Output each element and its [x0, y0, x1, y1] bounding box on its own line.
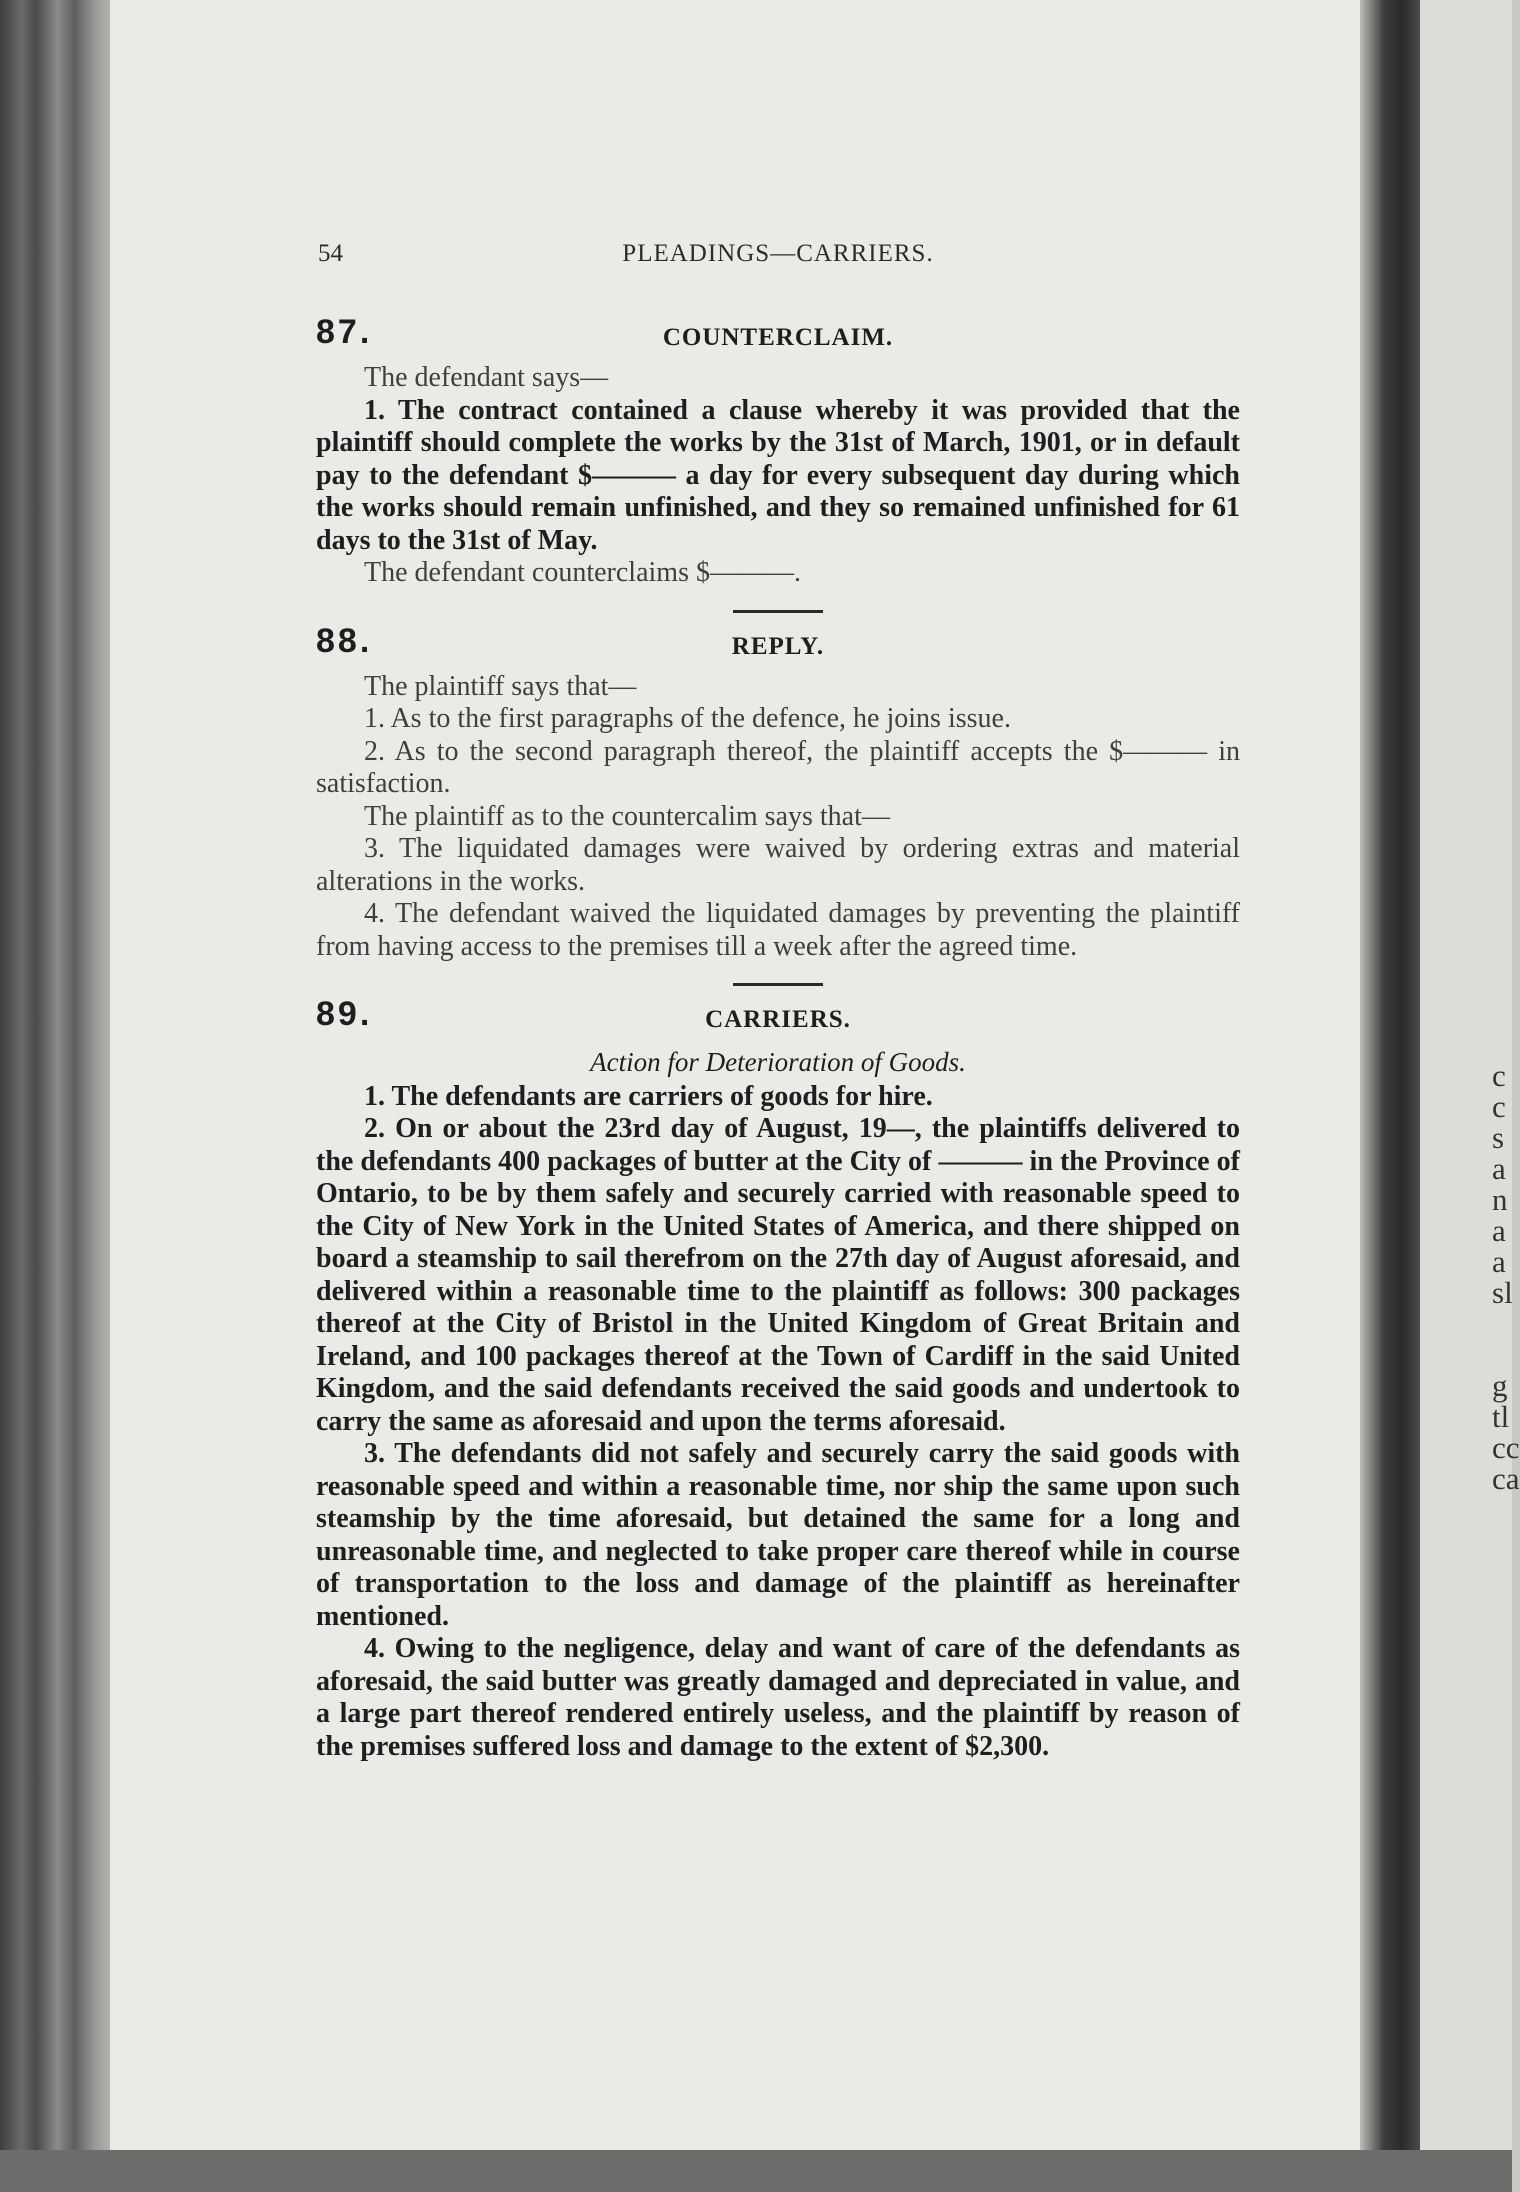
paragraph: 4. Owing to the negligence, delay and want of care of the defendants as aforesaid, the said butter was greatly damaged and depreciated in value, and a large part thereof rendered entirely useless, and the plaintiff by reason of the premises suffered loss and damage to the extent of $2,300.	[316, 1633, 1240, 1762]
adjacent-page-text	[1492, 1058, 1520, 1496]
paragraph: 4. The defendant waived the liquidated damages by preventing the plaintiff from having access to the premises till a week after the agreed time.	[316, 898, 1240, 962]
section-title: COUNTERCLAIM.	[662, 324, 894, 351]
section-divider	[733, 983, 823, 986]
adjacent-fragment: cc	[1492, 1430, 1520, 1465]
scan-bottom-edge	[0, 2150, 1512, 2192]
section-number: 88.	[316, 621, 373, 660]
section-number: 89.	[316, 995, 373, 1033]
adjacent-fragment: s	[1492, 1120, 1505, 1155]
paragraph: The plaintiff as to the countercalim says that—	[364, 800, 890, 832]
running-title: PLEADINGS—CARRIERS.	[622, 240, 934, 267]
adjacent-fragment: a	[1492, 1151, 1506, 1186]
paragraph: 3. The defendants did not safely and securely carry the said goods with reasonable speed and within a reasonable time, nor ship the same upon such steamship by the time aforesaid, but detained the same for a long and unreasonable time, and neglected to take proper care thereof while in course of transportation to the loss and damage of the plaintiff as hereinafter mentioned.	[316, 1438, 1240, 1632]
paragraph: 1. As to the first paragraphs of the defence, he joins issue.	[364, 703, 1011, 734]
adjacent-fragment: n	[1492, 1182, 1508, 1217]
running-header	[318, 240, 1238, 280]
paragraph: 1. The defendants are carriers of goods for hire.	[364, 1080, 933, 1112]
adjacent-fragment	[1492, 1308, 1512, 1339]
page-body	[316, 310, 1240, 1763]
page-number: 54	[318, 240, 343, 267]
adjacent-fragment	[1492, 1339, 1512, 1370]
adjacent-fragment: ca	[1492, 1461, 1520, 1496]
section-title: REPLY.	[731, 632, 825, 660]
adjacent-fragment: c	[1492, 1089, 1506, 1124]
section-number: 87.	[316, 313, 373, 351]
section-heading	[316, 621, 1240, 671]
adjacent-fragment: a	[1492, 1213, 1506, 1248]
paragraph: 3. The liquidated damages were waived by ordering extras and material alterations in the works.	[316, 833, 1240, 897]
book-gutter	[1360, 0, 1420, 2192]
adjacent-fragment: tl	[1492, 1399, 1510, 1434]
adjacent-fragment: c	[1492, 1058, 1506, 1093]
adjacent-fragment: g	[1492, 1368, 1508, 1403]
section-heading	[316, 313, 1240, 362]
adjacent-fragment: sl	[1492, 1275, 1513, 1310]
section-divider	[733, 610, 823, 613]
paragraph: The defendant counterclaims $———.	[364, 557, 801, 588]
paragraph: The plaintiff says that—	[364, 670, 637, 702]
paragraph: 2. On or about the 23rd day of August, 19—, the plaintiffs delivered to the defendants 400 packages of butter at the City of ——— in the Province of Ontario, to be by them safely and securely carried with reasonable speed to the City of New York in the United States of America, and there shipped on board a steamship to sail therefrom on the 27th day of August aforesaid, and delivered within a reasonable time to the plaintiff as follows: 300 packages thereof at the City of Bristol in the United Kingdom of Great Britain and Ireland, and 100 packages thereof at the Town of Cardiff in the said United Kingdom, and the said defendants received the said goods and undertook to carry the same as aforesaid and upon the terms aforesaid.	[316, 1113, 1240, 1437]
section-heading	[316, 995, 1240, 1044]
section-title: CARRIERS.	[705, 1006, 851, 1033]
section-subtitle: Action for Deterioration of Goods.	[590, 1047, 966, 1077]
adjacent-fragment: a	[1492, 1244, 1506, 1279]
paragraph: 1. The contract contained a clause whereby it was provided that the plaintiff should complete the works by the 31st of March, 1901, or in default pay to the defendant $——— a day for every subsequent day during which the works should remain unfinished, and they so remained unfinished for 61 days to the 31st of May.	[316, 394, 1240, 556]
book-binding-edge	[0, 0, 120, 2192]
paragraph: The defendant says—	[364, 362, 609, 393]
paragraph: 2. As to the second paragraph thereof, the plaintiff accepts the $——— in satisfaction.	[316, 735, 1240, 799]
